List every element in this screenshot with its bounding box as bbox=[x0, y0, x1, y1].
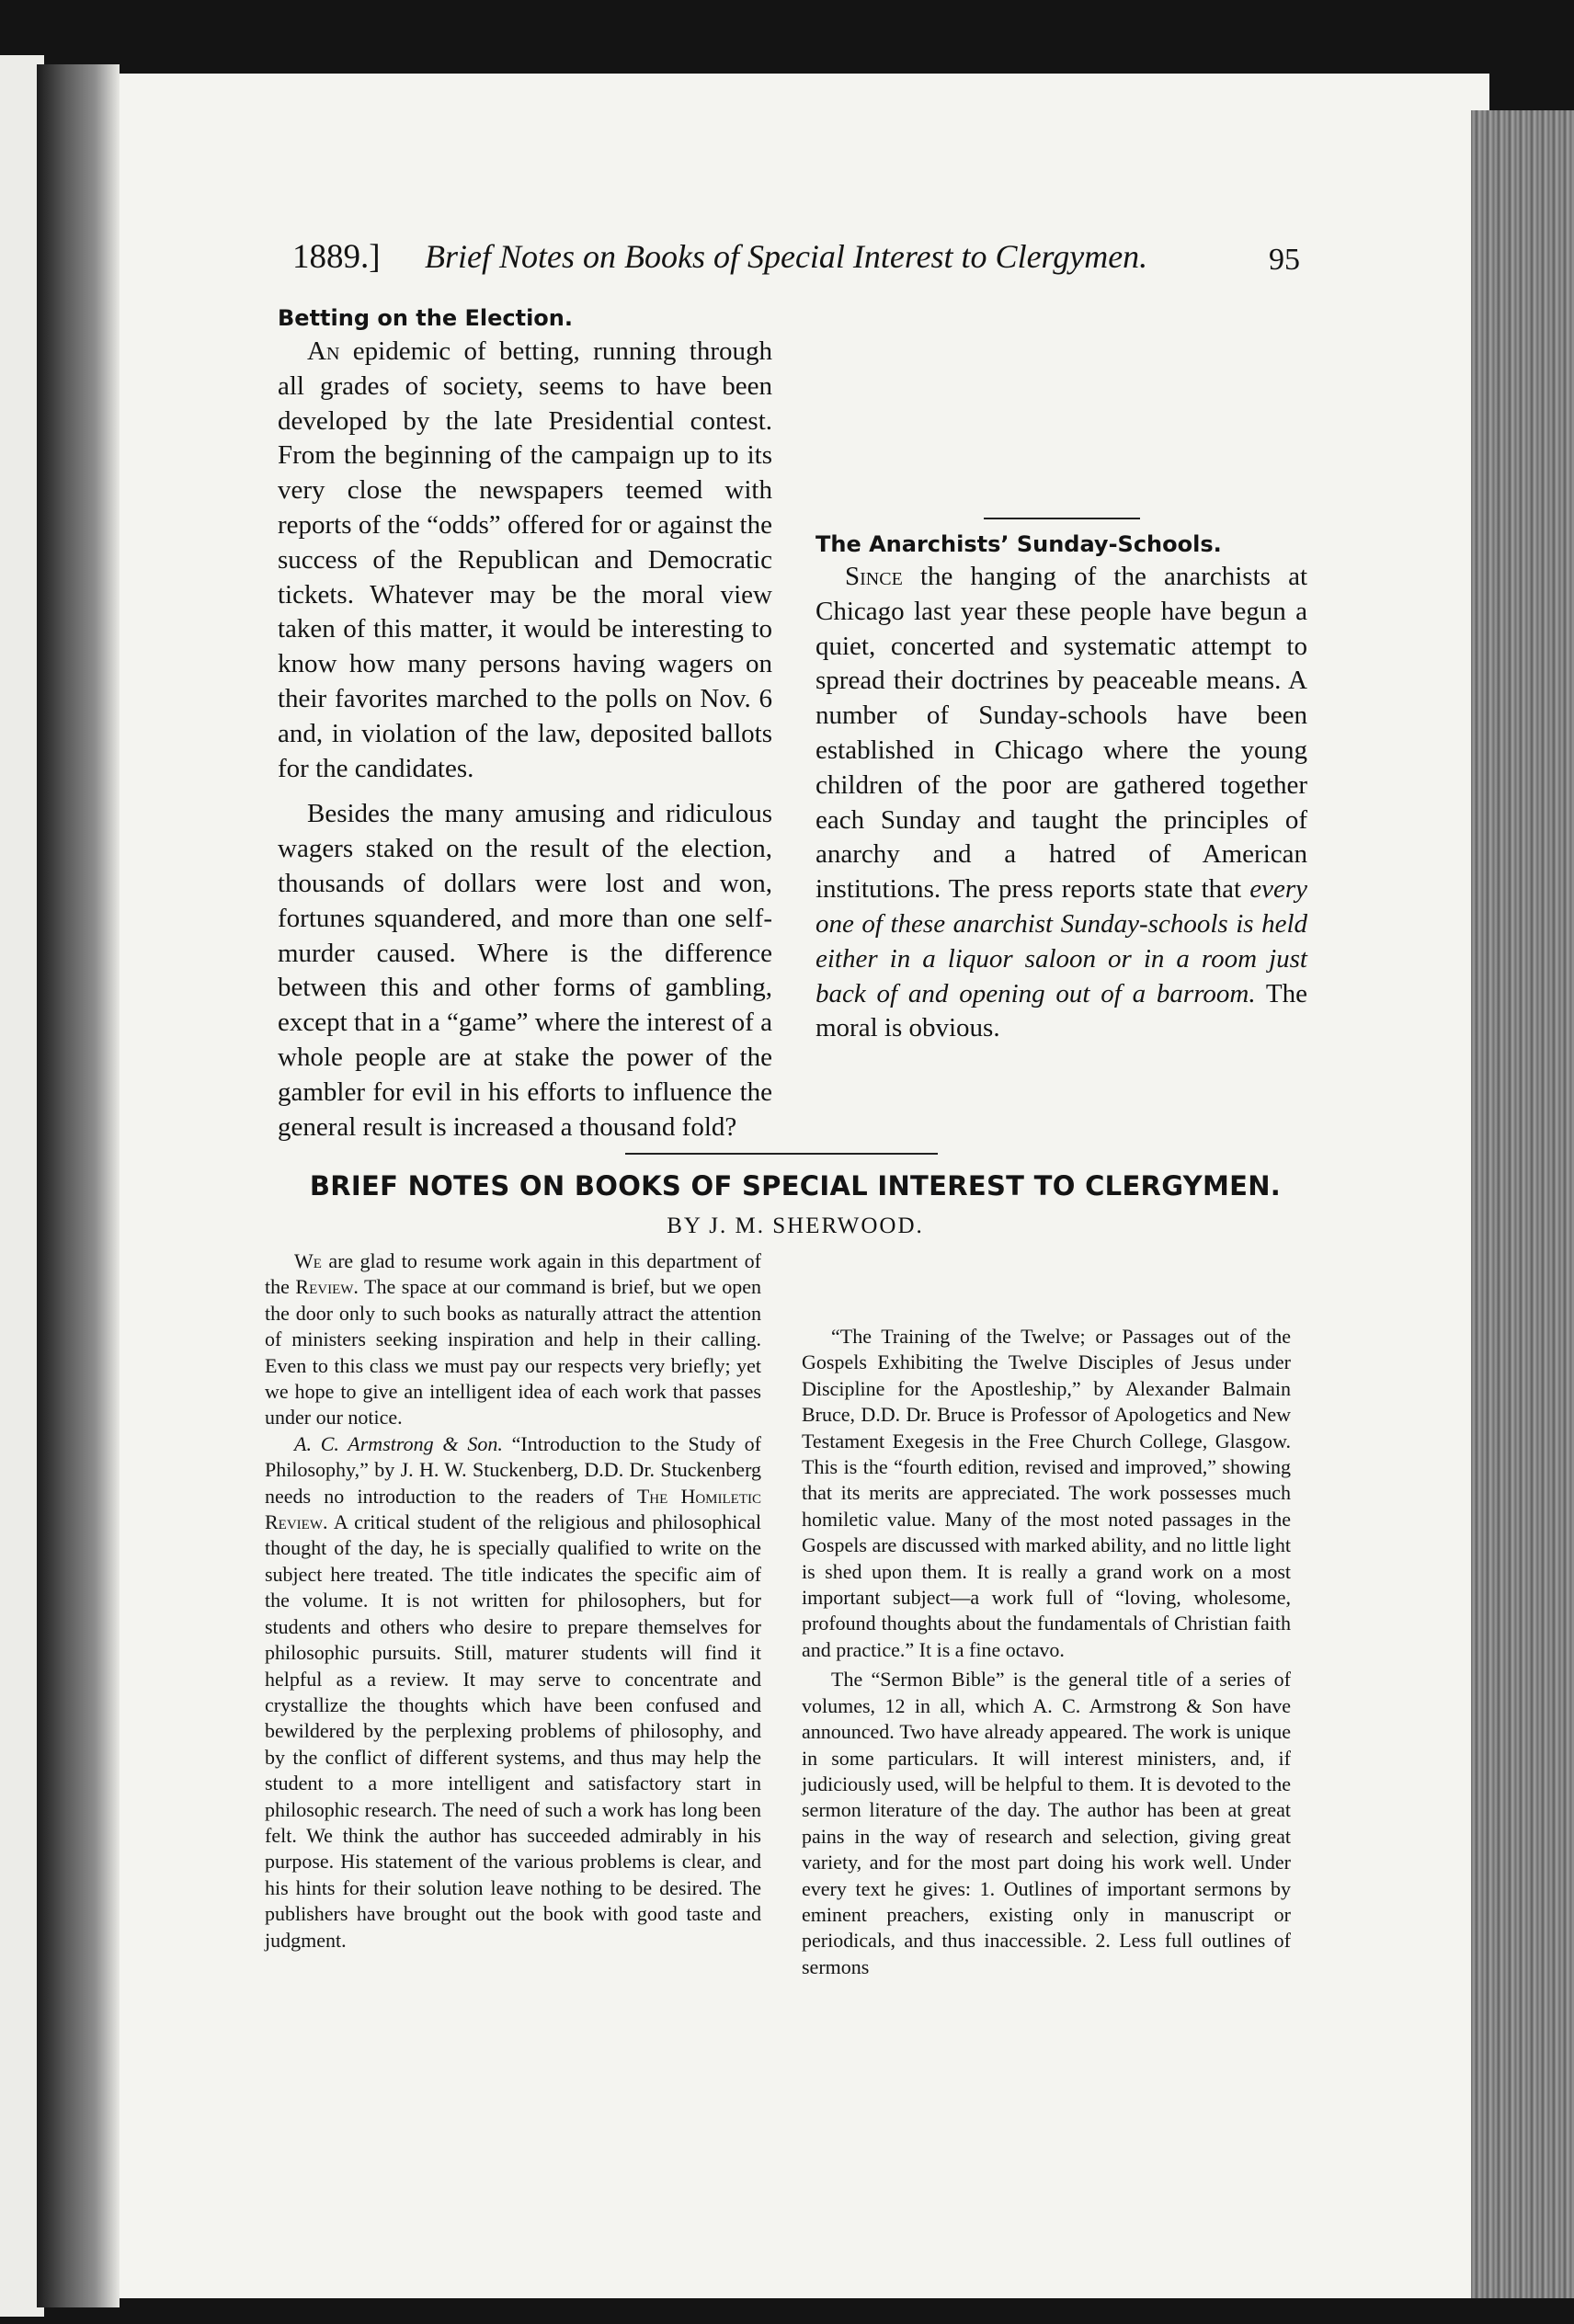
section-divider bbox=[984, 518, 1140, 519]
paragraph-text: Besides the many amusing and ridiculous wagers staked on the result of the election, thousands of dollars were lost and won, fortunes squandered, and more than one self-murder caused. Where is the difference between this and other forms of gambling, except that in a “game” where the interest of a whole people are at stake the power of the gambler for evil in his efforts to influence the general result is increased a thousand fold? bbox=[278, 799, 772, 1142]
drop-word: An bbox=[307, 336, 340, 366]
notes-right-column bbox=[802, 1324, 1291, 1980]
article-betting-paragraph-1 bbox=[278, 335, 772, 786]
article-left-column bbox=[278, 302, 772, 1145]
paragraph-text: “Introduction to the Study of Philosophy,” by J. H. W. Stuckenberg, D.D. Dr. Stuckenberg needs no introduction to the readers of bbox=[265, 1431, 761, 1508]
section-rule bbox=[625, 1153, 938, 1155]
page-number: 95 bbox=[1269, 243, 1300, 277]
paragraph-text: the hanging of the anarchists at Chicago last year these people have begun a quiet, concerted and systematic attempt to spread their doctrines by peaceable means. A number of Sunday-schools have been established in Chicago where the young children of the poor are gathered together each Sunday and taught the principles of anarchy and a hatred of American institutions. The press reports state that bbox=[816, 562, 1307, 905]
article-anarchists-paragraph bbox=[816, 560, 1307, 1046]
article-title-anarchists: The Anarchists’ Sunday-Schools. bbox=[816, 531, 1222, 557]
paragraph-text: . A critical student of the religious and philosophical thought of the day, he is specially qualified to write on the subject here treated. The title indicates the specific aim of the volume. It is not written for philosophers, but for students and others who desire to prepare themselves for philosophic pursuits. Still, maturer students will find it helpful as a review. It may serve to concentrate and crystallize the thoughts which have been confused and bewildered by the perplexing problems of philosophy, and by the conflict of different systems, and thus may help the student to a more intelligent and satisfactory start in philosophic research. The need of such a work has long been felt. We think the author has succeeded admirably in his purpose. His statement of the various problems is clear, and his hints for their solution leave nothing to be desired. The publishers have brought out the book with good taste and judgment. bbox=[265, 1510, 761, 1952]
notes-paragraph-2 bbox=[265, 1431, 761, 1954]
drop-word: Since bbox=[845, 562, 903, 591]
paragraph-text: . The space at our command is brief, but we open the door only to such books as naturally attract the attention of ministers seeking inspiration and help in their calling. Even to this class we must pay our respects very briefly; yet we hope to give an intelligent idea of each work that passes under our notice. bbox=[265, 1275, 761, 1430]
article-right-column bbox=[816, 303, 1307, 1046]
page-stack-edge bbox=[1471, 110, 1574, 2298]
notes-paragraph-4: The “Sermon Bible” is the general title of a series of volumes, 12 in all, which A. C. Armstrong & Son have announced. Two have already appeared. The work is unique in some particulars. It will interest ministers, and, if judiciously used, will be helpful to them. It is devoted to the sermon literature of the day. The author has been at great pains in the way of research and selection, giving great variety, and for the most part doing his work well. Under every text he gives: 1. Outlines of important sermons by eminent preachers, existing only in manuscript or periodicals, and thus inaccessible. 2. Less full outlines of sermons bbox=[802, 1668, 1291, 1978]
section-title: BRIEF NOTES ON BOOKS OF SPECIAL INTEREST TO CLERGYMEN. bbox=[309, 1170, 1282, 1202]
paragraph-text: epidemic of betting, running through all grades of society, seems to have been developed by the late Presidential contest. From the beginning of the campaign up to its very close the newspapers teemed with reports of the “odds” offered for or against the success of the Republican and Democratic tickets. Whatever may be the moral view taken of this matter, it would be interesting to know how many persons having wagers on their favorites marched to the polls on Nov. 6 and, in violation of the law, deposited ballots for the candidates. bbox=[278, 336, 772, 783]
journal-name: Review bbox=[295, 1275, 354, 1299]
continued-text-space bbox=[816, 303, 1307, 518]
journal-name: The Homiletic Review bbox=[265, 1484, 761, 1534]
header-year: 1889.] bbox=[292, 238, 381, 276]
notes-left-column bbox=[265, 1248, 761, 1954]
section-byline: BY J. M. SHERWOOD. bbox=[667, 1213, 924, 1238]
article-betting-paragraph-2 bbox=[278, 797, 772, 1145]
drop-word: We bbox=[294, 1249, 322, 1272]
notes-paragraph-3: “The Training of the Twelve; or Passages out of the Gospels Exhibiting the Twelve Disciples of Jesus under Discipline for the Apostleship,” by Alexander Balmain Bruce, D.D. Dr. Bruce is Professor of Apologetics and New Testament Exegesis in the Free Church College, Glasgow. This is the “fourth edition, revised and improved,” showing that its merits are appreciated. The work possesses much homiletic value. Many of the most noted passages in the Gospels are discussed with marked ability, and no little light is shed upon them. It is really a grand work on a most important subject—a work full of “loving, wholesome, profound thoughts about the fundamentals of Christian faith and practice.” It is a fine octavo. bbox=[802, 1325, 1291, 1661]
notes-paragraph-1 bbox=[265, 1248, 761, 1431]
publisher-name: A. C. Armstrong & Son. bbox=[294, 1431, 503, 1455]
emphasis-text: every one of these anarchist Sunday-schools is held either in a liquor saloon or in a room just back of and opening out of a barroom. bbox=[816, 874, 1308, 1008]
paragraph-text: are glad to resume work again in this department of the bbox=[265, 1249, 762, 1299]
article-title-betting: Betting on the Election. bbox=[278, 305, 573, 331]
page-gutter-shadow bbox=[37, 64, 120, 2307]
running-title: Brief Notes on Books of Special Interest to Clergymen. bbox=[425, 238, 1148, 275]
paragraph-text: The moral is obvious. bbox=[816, 978, 1307, 1043]
